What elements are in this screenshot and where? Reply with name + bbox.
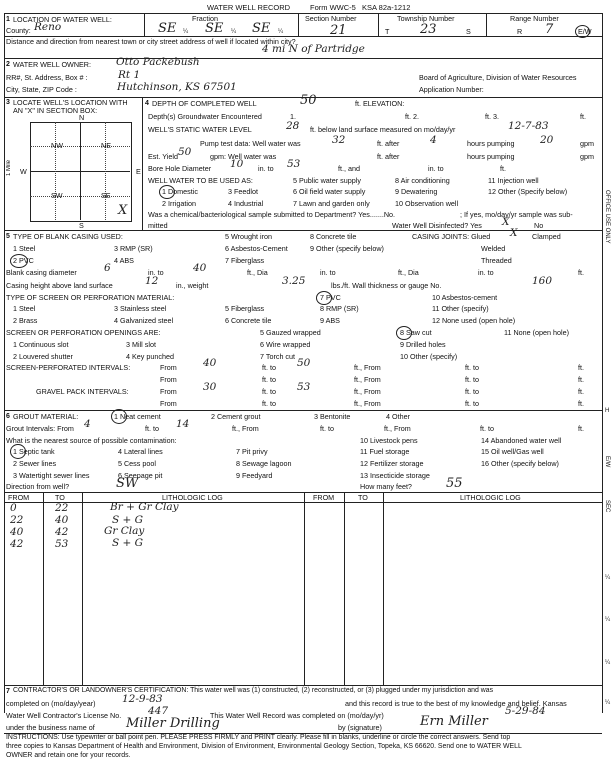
opening-8-circle <box>396 326 412 340</box>
application-number-label: Application Number: <box>419 85 484 94</box>
contam-4[interactable]: 4 Lateral lines <box>118 447 163 456</box>
use-2[interactable]: 2 Irrigation <box>162 199 196 208</box>
grout-2[interactable]: 2 Cement grout <box>211 412 261 421</box>
perf-from-2: From <box>160 375 177 384</box>
section-value: 21 <box>330 23 347 38</box>
opening-10[interactable]: 10 Other (specify) <box>400 352 458 361</box>
use-9[interactable]: 9 Dewatering <box>395 187 438 196</box>
section-5-number: 5 <box>6 233 10 240</box>
bore-in-to-2: in. to <box>428 164 444 173</box>
grout-1-circle <box>111 409 127 424</box>
rr-value: Rt 1 <box>118 69 141 81</box>
how-many-feet-label: How many feet? <box>360 482 412 491</box>
gw-2: ft. 2. <box>405 112 419 121</box>
chem-label: Was a chemical/bacteriological sample submitted to Department? Yes.......No. <box>148 210 396 219</box>
use-1[interactable]: 1 Domestic <box>162 187 198 196</box>
use-label: WELL WATER TO BE USED AS: <box>148 176 253 185</box>
divider <box>304 492 305 685</box>
pump-test-label: Pump test data: Well water was <box>200 139 301 148</box>
mile-label: 1 Mile <box>6 160 12 177</box>
rule <box>4 685 602 686</box>
side-quarter-2: ¼ <box>605 617 611 623</box>
use-12[interactable]: 12 Other (Specify below) <box>488 187 568 196</box>
locate-title: LOCATE WELL'S LOCATION WITH <box>13 98 128 107</box>
frame-right <box>602 13 603 713</box>
wall-thickness-label: lbs./ft. Wall thickness or gauge No. <box>331 281 442 290</box>
completed-on-value: 12-9-83 <box>122 693 163 705</box>
locate-title-2: AN "X" IN SECTION BOX: <box>13 106 98 115</box>
use-1-circle <box>159 185 175 199</box>
license-value: 447 <box>148 705 169 717</box>
screen-3[interactable]: 3 Stainless steel <box>114 304 167 313</box>
grout-title: GROUT MATERIAL: <box>13 412 79 421</box>
pump-gpm-value: 20 <box>540 134 554 146</box>
bore-ft-and: ft., and <box>338 164 360 173</box>
screen-material-label: TYPE OF SCREEN OR PERFORATION MATERIAL: <box>6 293 175 302</box>
log-header-from-2: FROM <box>313 493 335 502</box>
county-value: Reno <box>34 21 62 33</box>
casing-height-label: Casing height above land surface <box>6 281 113 290</box>
section-6-number: 6 <box>6 413 10 420</box>
form-title: WATER WELL RECORD <box>207 3 291 12</box>
disinfected-label: Water Well Disinfected? Yes <box>392 221 482 230</box>
gravel-from-2: From <box>160 399 177 408</box>
yield-gpm: gpm <box>580 152 594 161</box>
grout-ft-from: ft., From <box>232 424 259 433</box>
gpm-label: gpm <box>580 139 594 148</box>
grout-from-value: 4 <box>84 418 91 430</box>
casing-in-to: in. to <box>148 268 164 277</box>
side-quarter-3: ¼ <box>605 660 611 666</box>
bore-to-value: 53 <box>287 158 301 170</box>
contam-6[interactable]: 6 Seepage pit <box>118 471 163 480</box>
quadrant-ne: NE <box>101 141 111 150</box>
frame-left <box>4 13 5 713</box>
compass-n: N <box>79 113 85 122</box>
gauge-value: 160 <box>532 275 553 287</box>
contam-12[interactable]: 12 Fertilizer storage <box>360 459 424 468</box>
certification-line: CONTRACTOR'S OR LANDOWNER'S CERTIFICATION: This water well was (1) constructed, (2) reconstructed, or (3) plugged under my jurisdiction and was <box>13 687 494 694</box>
casing-3[interactable]: 3 RMP (SR) <box>114 244 153 253</box>
divider <box>378 13 379 36</box>
range-label: Range Number <box>510 14 559 23</box>
contam-9[interactable]: 9 Feedyard <box>236 471 273 480</box>
section-4-number: 4 <box>145 100 149 107</box>
section-box[interactable] <box>30 122 132 222</box>
range-r: R <box>517 27 523 36</box>
use-5[interactable]: 5 Public water supply <box>293 176 361 185</box>
perf-ft-from-2: ft., From <box>354 375 381 384</box>
quadrant-se: SE <box>101 191 111 200</box>
gravel-ft-from-1: ft., From <box>354 387 381 396</box>
log-header-to: TO <box>55 493 65 502</box>
casing-in-to-3: in. to <box>478 268 494 277</box>
quarter-2: ¼ <box>231 29 237 35</box>
grout-4[interactable]: 4 Other <box>386 412 410 421</box>
casing-ft-dia-2: ft., Dia <box>398 268 419 277</box>
record-completed-label: This Water Well Record was completed on (mo/day/yr) <box>210 711 384 720</box>
casing-5[interactable]: 5 Wrought iron <box>225 232 273 241</box>
contam-3[interactable]: 3 Watertight sewer lines <box>13 471 90 480</box>
contam-1[interactable]: 1 Septic tank <box>13 447 55 456</box>
gw-ft: ft. <box>580 112 586 121</box>
distance-value: 4 mi N of Partridge <box>262 43 365 55</box>
log-row-3-to: 42 <box>55 526 69 538</box>
pump-ft-value: 32 <box>332 134 346 146</box>
log-row-3-from: 40 <box>10 526 24 538</box>
rule <box>30 196 130 197</box>
fraction-1: SE <box>158 21 177 36</box>
instructions-line-2: three copies to Kansas Department of Health and Environment, Division of Environment, Environmental Geology Section, Topeka, KS 66620. Send one to WATER WELL <box>6 743 522 750</box>
casing-6[interactable]: 6 Asbestos-Cement <box>225 244 288 253</box>
casing-2[interactable]: 2 PVC <box>13 256 34 265</box>
side-ew: E/W <box>604 456 610 468</box>
log-row-2-from: 22 <box>10 514 24 526</box>
rule <box>4 410 602 411</box>
depth-value: 50 <box>300 93 317 108</box>
license-label: Water Well Contractor's License No. <box>6 711 122 720</box>
disinfected-x: X <box>502 216 510 228</box>
owner-value: Otto Packebush <box>116 56 200 68</box>
grout-ft-from-2: ft., From <box>384 424 411 433</box>
perf-ft-2: ft. <box>578 375 584 384</box>
casing-4[interactable]: 4 ABS <box>114 256 134 265</box>
grout-ft-to-3: ft. to <box>480 424 494 433</box>
perf-from-1: From <box>160 363 177 372</box>
compass-w: W <box>20 167 27 176</box>
joints-glued-x: X <box>510 227 518 239</box>
static-level-label: WELL'S STATIC WATER LEVEL <box>148 125 252 134</box>
perf-ft-to-4: ft. to <box>465 375 479 384</box>
opening-1[interactable]: 1 Continuous slot <box>13 340 69 349</box>
board-label: Board of Agriculture, Division of Water Resources <box>419 73 577 82</box>
business-name-label: under the business name of <box>6 723 95 732</box>
yield-hours-pumping: hours pumping <box>467 152 515 161</box>
quadrant-nw: NW <box>51 141 63 150</box>
casing-diameter-value: 6 <box>104 262 111 274</box>
casing-1[interactable]: 1 Steel <box>13 244 36 253</box>
township-s: S <box>466 27 471 36</box>
casing-in-to-2: in. to <box>320 268 336 277</box>
opening-8[interactable]: 8 Saw cut <box>400 328 432 337</box>
gravel-ft-to-3: ft. to <box>262 399 276 408</box>
gravel-ft-to-1: ft. to <box>262 387 276 396</box>
screen-11[interactable]: 11 Other (specify) <box>432 304 489 313</box>
contam-16[interactable]: 16 Other (specify below) <box>481 459 559 468</box>
business-name-value: Miller Drilling <box>126 716 220 731</box>
yield-gpm-label: gpm: Well water was <box>210 152 277 161</box>
yield-value: 50 <box>178 146 192 158</box>
log-row-1-to: 22 <box>55 502 69 514</box>
signature: Ern Miller <box>420 714 488 729</box>
divider <box>105 122 106 220</box>
opening-3[interactable]: 3 Mill slot <box>126 340 156 349</box>
grout-3[interactable]: 3 Bentonite <box>314 412 351 421</box>
log-row-4-desc: S + G <box>112 537 144 549</box>
how-many-feet-value: 55 <box>446 476 463 491</box>
casing-7[interactable]: 7 Fiberglass <box>225 256 265 265</box>
rr-label: RR#, St. Address, Box # : <box>6 73 88 82</box>
contam-2[interactable]: 2 Sewer lines <box>13 459 57 468</box>
log-header-lithologic: LITHOLOGIC LOG <box>162 493 223 502</box>
side-h: H <box>605 408 610 414</box>
section-7-number: 7 <box>6 688 10 695</box>
screen-10[interactable]: 10 Asbestos-cement <box>432 293 498 302</box>
section-2-number: 2 <box>6 61 10 68</box>
perf-ft-to-2: ft. to <box>465 363 479 372</box>
screen-8[interactable]: 8 RMP (SR) <box>320 304 359 313</box>
township-value: 23 <box>420 22 437 37</box>
joints-threaded[interactable]: Threaded <box>481 256 512 265</box>
rule <box>4 58 602 59</box>
bore-in-to: in. to <box>258 164 274 173</box>
township-label: Township Number <box>397 14 455 23</box>
perf-from-value: 40 <box>203 357 217 369</box>
screen-12[interactable]: 12 None used (open hole) <box>432 316 516 325</box>
perf-ft-to-1: ft. to <box>262 363 276 372</box>
direction-value: SW <box>116 476 139 491</box>
screen-7-circle <box>316 291 332 305</box>
groundwater-label: Depth(s) Groundwater Encountered <box>148 112 262 121</box>
divider <box>142 97 143 230</box>
perf-to-value: 50 <box>297 357 311 369</box>
casing-ft: ft. <box>578 268 584 277</box>
log-header-lithologic-2: LITHOLOGIC LOG <box>460 493 521 502</box>
gravel-ft-to-2: ft. to <box>465 387 479 396</box>
rule <box>30 146 130 147</box>
log-row-4-to: 53 <box>55 538 69 550</box>
opening-6[interactable]: 6 Wire wrapped <box>260 340 311 349</box>
screen-5[interactable]: 5 Fiberglass <box>225 304 265 313</box>
gravel-ft-from-2: ft., From <box>354 399 381 408</box>
depth-label: DEPTH OF COMPLETED WELL <box>152 99 257 108</box>
disinfected-no: No <box>534 221 544 230</box>
side-quarter-1: ¼ <box>605 575 611 581</box>
divider <box>43 492 44 685</box>
form-number: Form WWC-5 <box>310 3 356 12</box>
opening-2[interactable]: 2 Louvered shutter <box>13 352 73 361</box>
divider <box>82 492 83 685</box>
fraction-3: SE <box>252 21 271 36</box>
signature-label: by (signature) <box>338 723 382 732</box>
divider <box>298 13 299 36</box>
true-record-text: and this record is true to the best of my knowledge and belief. Kansas <box>345 699 567 708</box>
grout-ft-to: ft. to <box>145 424 159 433</box>
yield-ft-after: ft. after <box>377 152 400 161</box>
joints-label: CASING JOINTS: Glued <box>412 232 491 241</box>
log-header-from: FROM <box>8 493 30 502</box>
use-10[interactable]: 10 Observation well <box>395 199 459 208</box>
compass-s: S <box>79 221 84 230</box>
quarter-3: ¼ <box>278 29 284 35</box>
casing-2-circle <box>10 254 28 268</box>
perf-ft-1: ft. <box>578 363 584 372</box>
log-header-to-2: TO <box>358 493 368 502</box>
casing-weight-value: 3.25 <box>282 275 306 287</box>
distance-label: Distance and direction from nearest town or city street address of well if located within city? <box>6 37 296 46</box>
log-row-2-to: 40 <box>55 514 69 526</box>
section-1-number: 1 <box>6 16 10 23</box>
divider <box>55 122 56 220</box>
direction-label: Direction from well? <box>6 482 70 491</box>
contamination-label: What is the nearest source of possible contamination: <box>6 436 177 445</box>
screen-9[interactable]: 9 ABS <box>320 316 340 325</box>
range-ew: E/W <box>578 27 592 36</box>
gravel-from-1: From <box>160 387 177 396</box>
ksa-number: KSA 82a-1212 <box>362 3 411 12</box>
contam-14[interactable]: 14 Abandoned water well <box>481 436 562 445</box>
grout-to-value: 14 <box>176 418 190 430</box>
hours-pumping-label: hours pumping <box>467 139 515 148</box>
side-quarter-4: ¼ <box>605 700 611 706</box>
submitted-label: mitted <box>148 221 168 230</box>
divider <box>383 492 384 685</box>
opening-7[interactable]: 7 Torch cut <box>260 352 296 361</box>
log-row-2-desc: S + G <box>112 514 144 526</box>
use-8[interactable]: 8 Air conditioning <box>395 176 450 185</box>
gravel-from-value: 30 <box>203 381 217 393</box>
bore-label: Bore Hole Diameter <box>148 164 212 173</box>
casing-to-value: 40 <box>193 262 207 274</box>
screen-7[interactable]: 7 PVC <box>320 293 341 302</box>
contam-1-circle <box>10 444 26 459</box>
fraction-label: Fraction <box>192 14 218 23</box>
casing-height-value: 12 <box>145 275 159 287</box>
gravel-ft-1: ft. <box>578 387 584 396</box>
perf-ft-to-3: ft. to <box>262 375 276 384</box>
log-row-1-desc: Br + Gr Clay <box>110 501 179 513</box>
fraction-2: SE <box>205 21 224 36</box>
completed-on-label: completed on (mo/day/year) <box>6 699 96 708</box>
office-use-only: OFFICE USE ONLY <box>604 190 610 244</box>
location-title: LOCATION OF WATER WELL: <box>13 15 112 24</box>
contam-11[interactable]: 11 Fuel storage <box>360 447 410 456</box>
opening-9[interactable]: 9 Drilled holes <box>400 340 446 349</box>
opening-4[interactable]: 4 Key punched <box>126 352 174 361</box>
screen-6[interactable]: 6 Concrete tile <box>225 316 272 325</box>
location-x-mark: X <box>118 203 128 218</box>
range-value: 7 <box>545 22 554 37</box>
quadrant-sw: SW <box>51 191 63 200</box>
instructions-line-3: OWNER and retain one for your records. <box>6 752 131 759</box>
casing-weight-label: in., weight <box>176 281 209 290</box>
screen-1[interactable]: 1 Steel <box>13 304 36 313</box>
screen-4[interactable]: 4 Galvanized steel <box>114 316 174 325</box>
city-value: Hutchinson, KS 67501 <box>117 81 237 93</box>
pump-ft-after: ft. after <box>377 139 400 148</box>
use-7[interactable]: 7 Lawn and garden only <box>293 199 370 208</box>
gravel-ft-2: ft. <box>578 399 584 408</box>
gravel-pack-label: GRAVEL PACK INTERVALS: <box>36 387 129 396</box>
perf-ft-from-1: ft., From <box>354 363 381 372</box>
contam-5[interactable]: 5 Cess pool <box>118 459 156 468</box>
gravel-to-value: 53 <box>297 381 311 393</box>
grout-ft-to-2: ft. to <box>320 424 334 433</box>
compass-e: E <box>136 167 141 176</box>
quarter-1: ¼ <box>183 29 189 35</box>
use-3[interactable]: 3 Feedlot <box>228 187 258 196</box>
joints-clamped[interactable]: Clamped <box>532 232 561 241</box>
joints-welded[interactable]: Welded <box>481 244 506 253</box>
use-11[interactable]: 11 Injection well <box>488 176 539 185</box>
section-label: Section Number <box>305 14 357 23</box>
log-row-1-from: 0 <box>10 502 17 514</box>
casing-9[interactable]: 9 Other (specify below) <box>310 244 384 253</box>
openings-label: SCREEN OR PERFORATION OPENINGS ARE: <box>6 328 161 337</box>
side-sec: SEC <box>604 500 610 513</box>
chem-label-2: ; If yes, mo/day/yr sample was sub- <box>460 210 573 219</box>
contam-10[interactable]: 10 Livestock pens <box>360 436 418 445</box>
gw-1: 1. <box>290 112 296 121</box>
pump-hours-value: 4 <box>430 134 437 146</box>
rule <box>30 171 130 172</box>
gravel-ft-to-4: ft. to <box>465 399 479 408</box>
opening-5[interactable]: 5 Gauzed wrapped <box>260 328 321 337</box>
divider <box>486 13 487 36</box>
static-level-value: 28 <box>286 120 300 132</box>
divider <box>344 492 345 685</box>
contam-13[interactable]: 13 Insecticide storage <box>360 471 430 480</box>
instructions-line-1: INSTRUCTIONS: Use typewriter or ball point pen. PLEASE PRESS FIRMLY and PRINT clearly. Please fill in blanks, underline or circle the correct answers. Send top <box>6 734 511 741</box>
section-3-number: 3 <box>6 99 10 106</box>
use-6[interactable]: 6 Oil field water supply <box>293 187 366 196</box>
static-measured-label: ft. below land surface measured on mo/day/yr <box>310 125 456 134</box>
grout-1[interactable]: 1 Neat cement <box>114 412 161 421</box>
bore-value: 10 <box>230 158 244 170</box>
county-label: County: <box>6 26 31 35</box>
gw-3: ft. 3. <box>485 112 499 121</box>
grout-ft: ft. <box>578 424 584 433</box>
bore-ft: ft. <box>500 164 506 173</box>
contam-7[interactable]: 7 Pit privy <box>236 447 268 456</box>
grout-intervals-label: Grout Intervals: From <box>6 424 74 433</box>
owner-label: WATER WELL OWNER: <box>13 60 91 69</box>
elevation-label: ft. ELEVATION: <box>355 99 405 108</box>
divider <box>144 13 145 36</box>
casing-diameter-label: Blank casing diameter <box>6 268 77 277</box>
record-completed-value: 5-29-84 <box>505 705 546 717</box>
casing-ft-dia: ft., Dia <box>247 268 268 277</box>
contam-8[interactable]: 8 Sewage lagoon <box>236 459 292 468</box>
perforated-intervals-label: SCREEN-PERFORATED INTERVALS: <box>6 363 131 372</box>
static-date-value: 12-7-83 <box>508 120 549 132</box>
screen-2[interactable]: 2 Brass <box>13 316 38 325</box>
opening-11[interactable]: 11 None (open hole) <box>504 328 569 337</box>
city-label: City, State, ZIP Code : <box>6 85 77 94</box>
log-row-4-from: 42 <box>10 538 24 550</box>
casing-title: TYPE OF BLANK CASING USED: <box>13 232 123 241</box>
log-row-3-desc: Gr Clay <box>104 525 145 537</box>
rule <box>4 502 602 503</box>
contam-15[interactable]: 15 Oil well/Gas well <box>481 447 544 456</box>
yield-label: Est. Yield <box>148 152 178 161</box>
township-t: T <box>385 27 390 36</box>
use-4[interactable]: 4 Industrial <box>228 199 264 208</box>
casing-8[interactable]: 8 Concrete tile <box>310 232 357 241</box>
